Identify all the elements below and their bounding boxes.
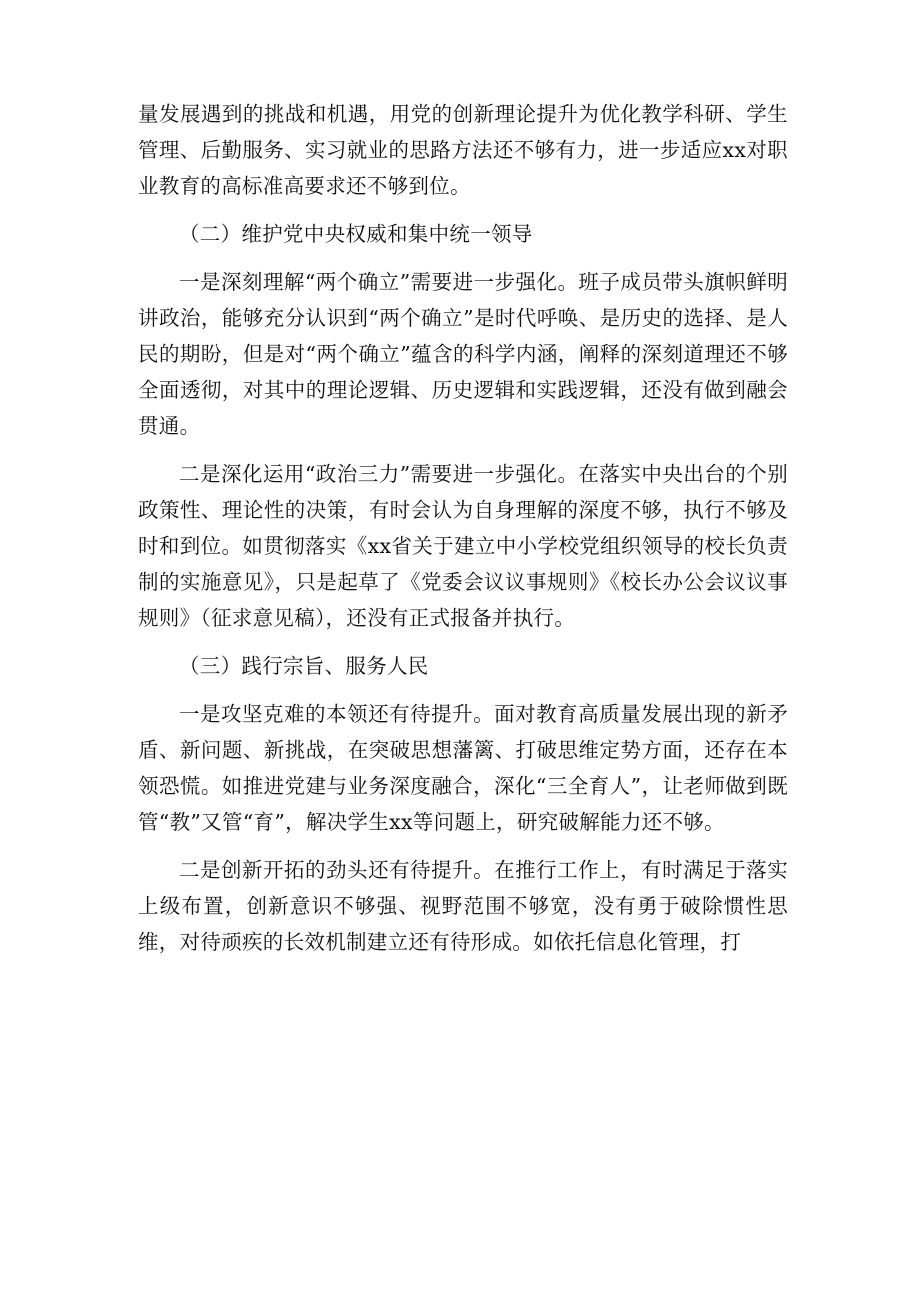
paragraph-political-abilities: 二是深化运用“政治三力”需要进一步强化。在落实中央出台的个别政策性、理论性的决策，有时会认为自身理解的深度不够，执行不够及时和到位。如贯彻落实《xx省关于建立中小学校党组织领导的校长负责制的实施意见》，只是起草了《党委会议议事规则》《校长办公会议议事规则》（征求意见稿），还没有正式报备并执行。 [138, 462, 788, 630]
section-heading-2: （二）维护党中央权威和集中统一领导 [179, 222, 533, 246]
document-body [138, 96, 788, 960]
paragraph-continuation: 量发展遇到的挑战和机遇，用党的创新理论提升为优化教学科研、学生管理、后勤服务、实习就业的思路方法还不够有力，进一步适应xx对职业教育的高标准高要求还不够到位。 [138, 102, 788, 198]
paragraph-tackling-difficulties: 一是攻坚克难的本领还有待提升。面对教育高质量发展出现的新矛盾、新问题、新挑战，在突破思想藩篱、打破思维定势方面，还存在本领恐慌。如推进党建与业务深度融合，深化“三全育人”，让老师做到既管“教”又管“育”，解决学生xx等问题上，研究破解能力还不够。 [138, 702, 788, 834]
section-heading-3: （三）践行宗旨、服务人民 [179, 654, 429, 678]
paragraph-innovation: 二是创新开拓的劲头还有待提升。在推行工作上，有时满足于落实上级布置，创新意识不够强、视野范围不够宽，没有勇于破除惯性思维，对待顽疾的长效机制建立还有待形成。如依托信息化管理，打 [138, 858, 788, 954]
paragraph-two-establishments: 一是深刻理解“两个确立”需要进一步强化。班子成员带头旗帜鲜明讲政治，能够充分认识到“两个确立”是时代呼唤、是历史的选择、是人民的期盼，但是对“两个确立”蕴含的科学内涵，阐释的深刻道理还不够全面透彻，对其中的理论逻辑、历史逻辑和实践逻辑，还没有做到融会贯通。 [138, 270, 788, 438]
